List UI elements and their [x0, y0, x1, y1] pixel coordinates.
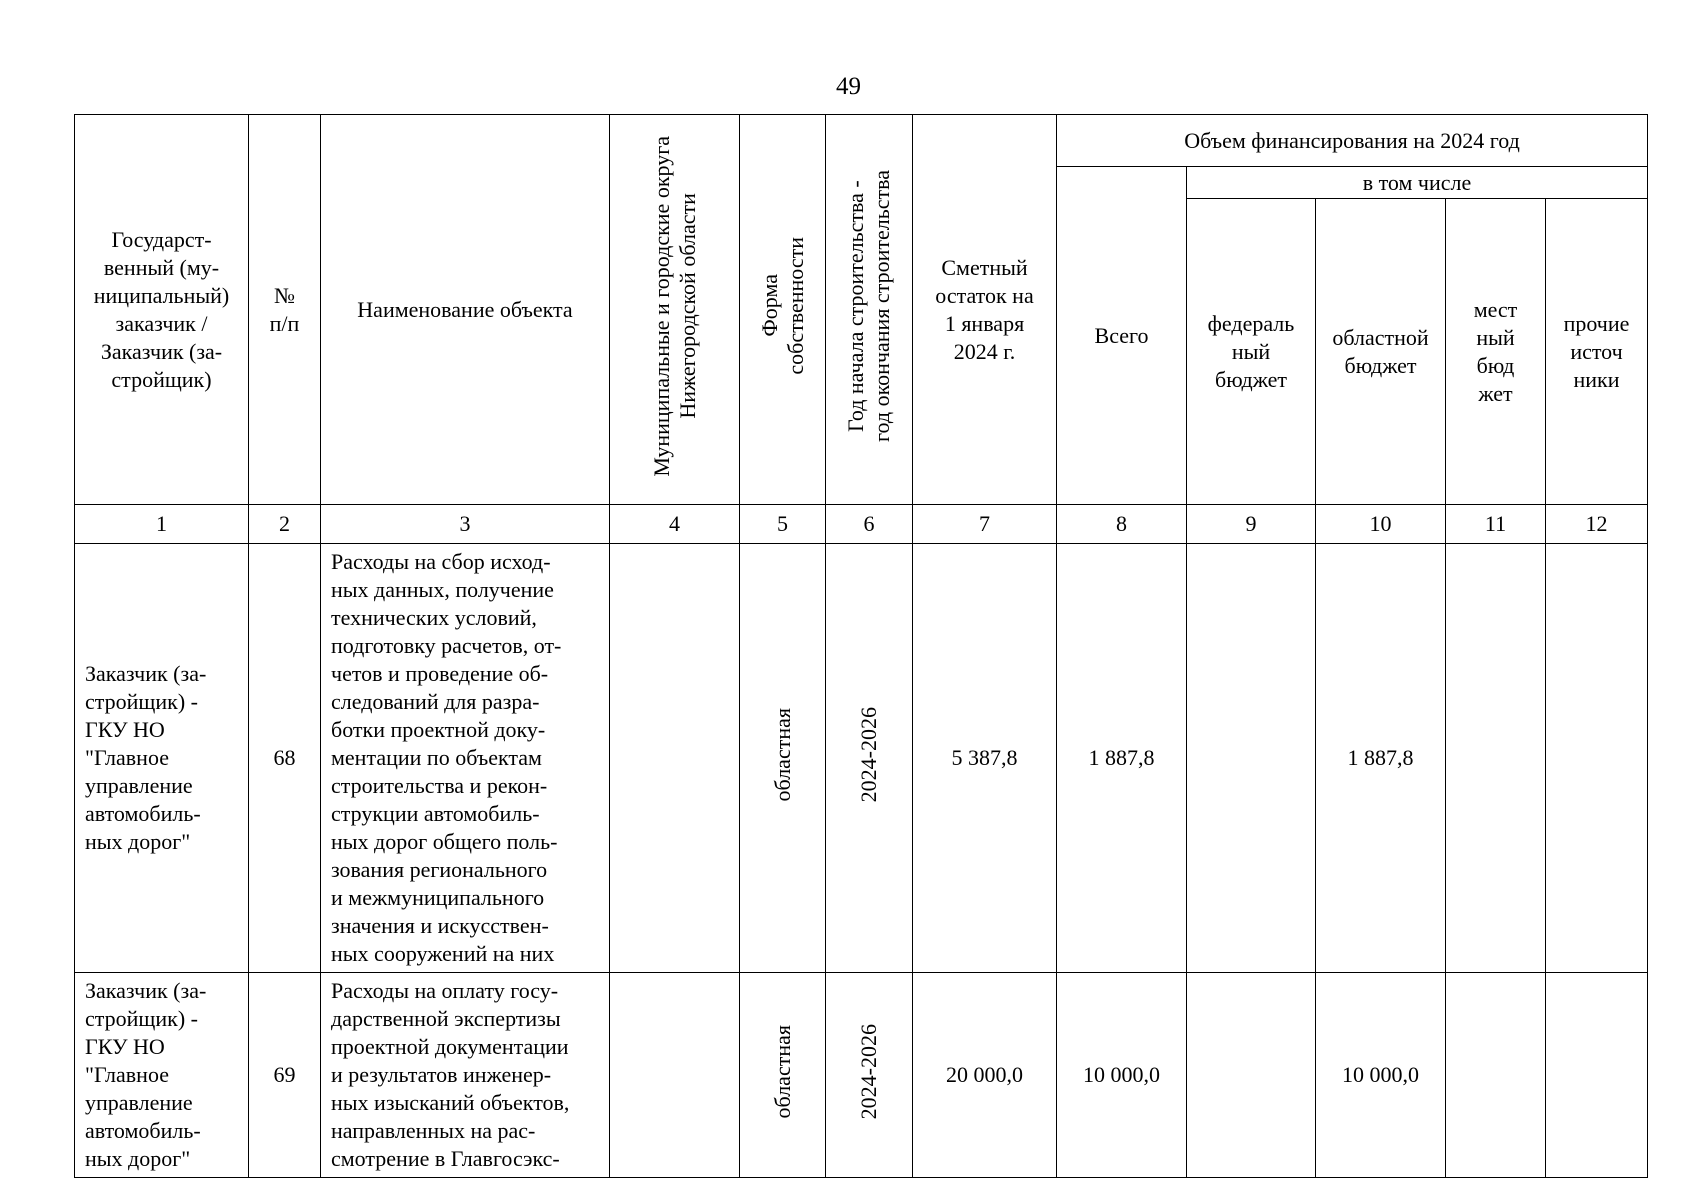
col-number: 12 [1546, 505, 1648, 544]
row-total: 1 887,8 [1057, 544, 1187, 973]
header-including: в том числе [1187, 167, 1648, 199]
row-municipality [610, 544, 740, 973]
col-number: 6 [826, 505, 913, 544]
col-number: 3 [321, 505, 610, 544]
header-regional: областной бюджет [1316, 199, 1446, 505]
table-body [75, 544, 1648, 1178]
row-regional: 1 887,8 [1316, 544, 1446, 973]
header-estimate-balance: Сметный остаток на 1 января 2024 г. [913, 115, 1057, 505]
row-customer: Заказчик (за- стройщик) - ГКУ НО "Главное управление автомобиль- ных дорог" [75, 544, 249, 973]
row-customer: Заказчик (за- стройщик) - ГКУ НО "Главное управление автомобиль- ных дорог" [75, 973, 249, 1178]
col-number: 4 [610, 505, 740, 544]
row-ownership [740, 973, 826, 1178]
table-row [75, 973, 1648, 1178]
col-number: 7 [913, 505, 1057, 544]
row-local [1446, 544, 1546, 973]
row-num: 68 [249, 544, 321, 973]
row-object-name: Расходы на оплату госу- дарственной экспертизы проектной документации и результатов инженер- ных изысканий объектов, направленных на рас- смотрение в Главгосэкс- [321, 973, 610, 1178]
row-object-name: Расходы на сбор исход- ных данных, получение технических условий, подготовку расчетов, от- четов и проведение об- следований для разра- ботки проектной доку- ментации по объектам строительства и рекон- струкции автомобиль- ных дорог общего поль- зования регионального и межмуниципального значения и искусствен- ных сооружений на них [321, 544, 610, 973]
row-num: 69 [249, 973, 321, 1178]
table-row [75, 544, 1648, 973]
header-ownership-text: Форма собственности [756, 237, 808, 375]
row-ownership-text: областная [769, 707, 795, 802]
col-number: 9 [1187, 505, 1316, 544]
row-estimate-balance: 20 000,0 [913, 973, 1057, 1178]
header-num: № п/п [249, 115, 321, 505]
header-ownership [740, 115, 826, 505]
col-number: 8 [1057, 505, 1187, 544]
col-number: 10 [1316, 505, 1446, 544]
row-ownership [740, 544, 826, 973]
page-number: 49 [836, 73, 861, 100]
header-financing: Объем финансирования на 2024 год [1057, 115, 1648, 167]
col-number: 11 [1446, 505, 1546, 544]
row-federal [1187, 973, 1316, 1178]
row-federal [1187, 544, 1316, 973]
row-years [826, 973, 913, 1178]
row-local [1446, 973, 1546, 1178]
col-number: 2 [249, 505, 321, 544]
header-municipality-text: Муниципальные и городские округа Нижегородской области [648, 135, 700, 477]
col-number: 5 [740, 505, 826, 544]
row-municipality [610, 973, 740, 1178]
row-ownership-text: областная [769, 1024, 795, 1119]
row-years-text: 2024-2026 [856, 1023, 881, 1120]
row-regional: 10 000,0 [1316, 973, 1446, 1178]
row-other [1546, 544, 1648, 973]
table-header [75, 115, 1648, 544]
header-customer: Государст- венный (му- ниципальный) заказчик / Заказчик (за- стройщик) [75, 115, 249, 505]
header-years [826, 115, 913, 505]
header-years-text: Год начала строительства - год окончания строительства [843, 170, 894, 442]
column-numbers-row [75, 505, 1648, 544]
header-other: прочие источ ники [1546, 199, 1648, 505]
header-object-name: Наименование объекта [321, 115, 610, 505]
header-total: Всего [1057, 167, 1187, 505]
row-total: 10 000,0 [1057, 973, 1187, 1178]
header-federal: федераль ный бюджет [1187, 199, 1316, 505]
financing-table [74, 114, 1648, 1178]
col-number: 1 [75, 505, 249, 544]
row-years [826, 544, 913, 973]
row-years-text: 2024-2026 [856, 706, 881, 803]
header-municipality [610, 115, 740, 505]
row-estimate-balance: 5 387,8 [913, 544, 1057, 973]
header-local: мест ный бюд жет [1446, 199, 1546, 505]
row-other [1546, 973, 1648, 1178]
